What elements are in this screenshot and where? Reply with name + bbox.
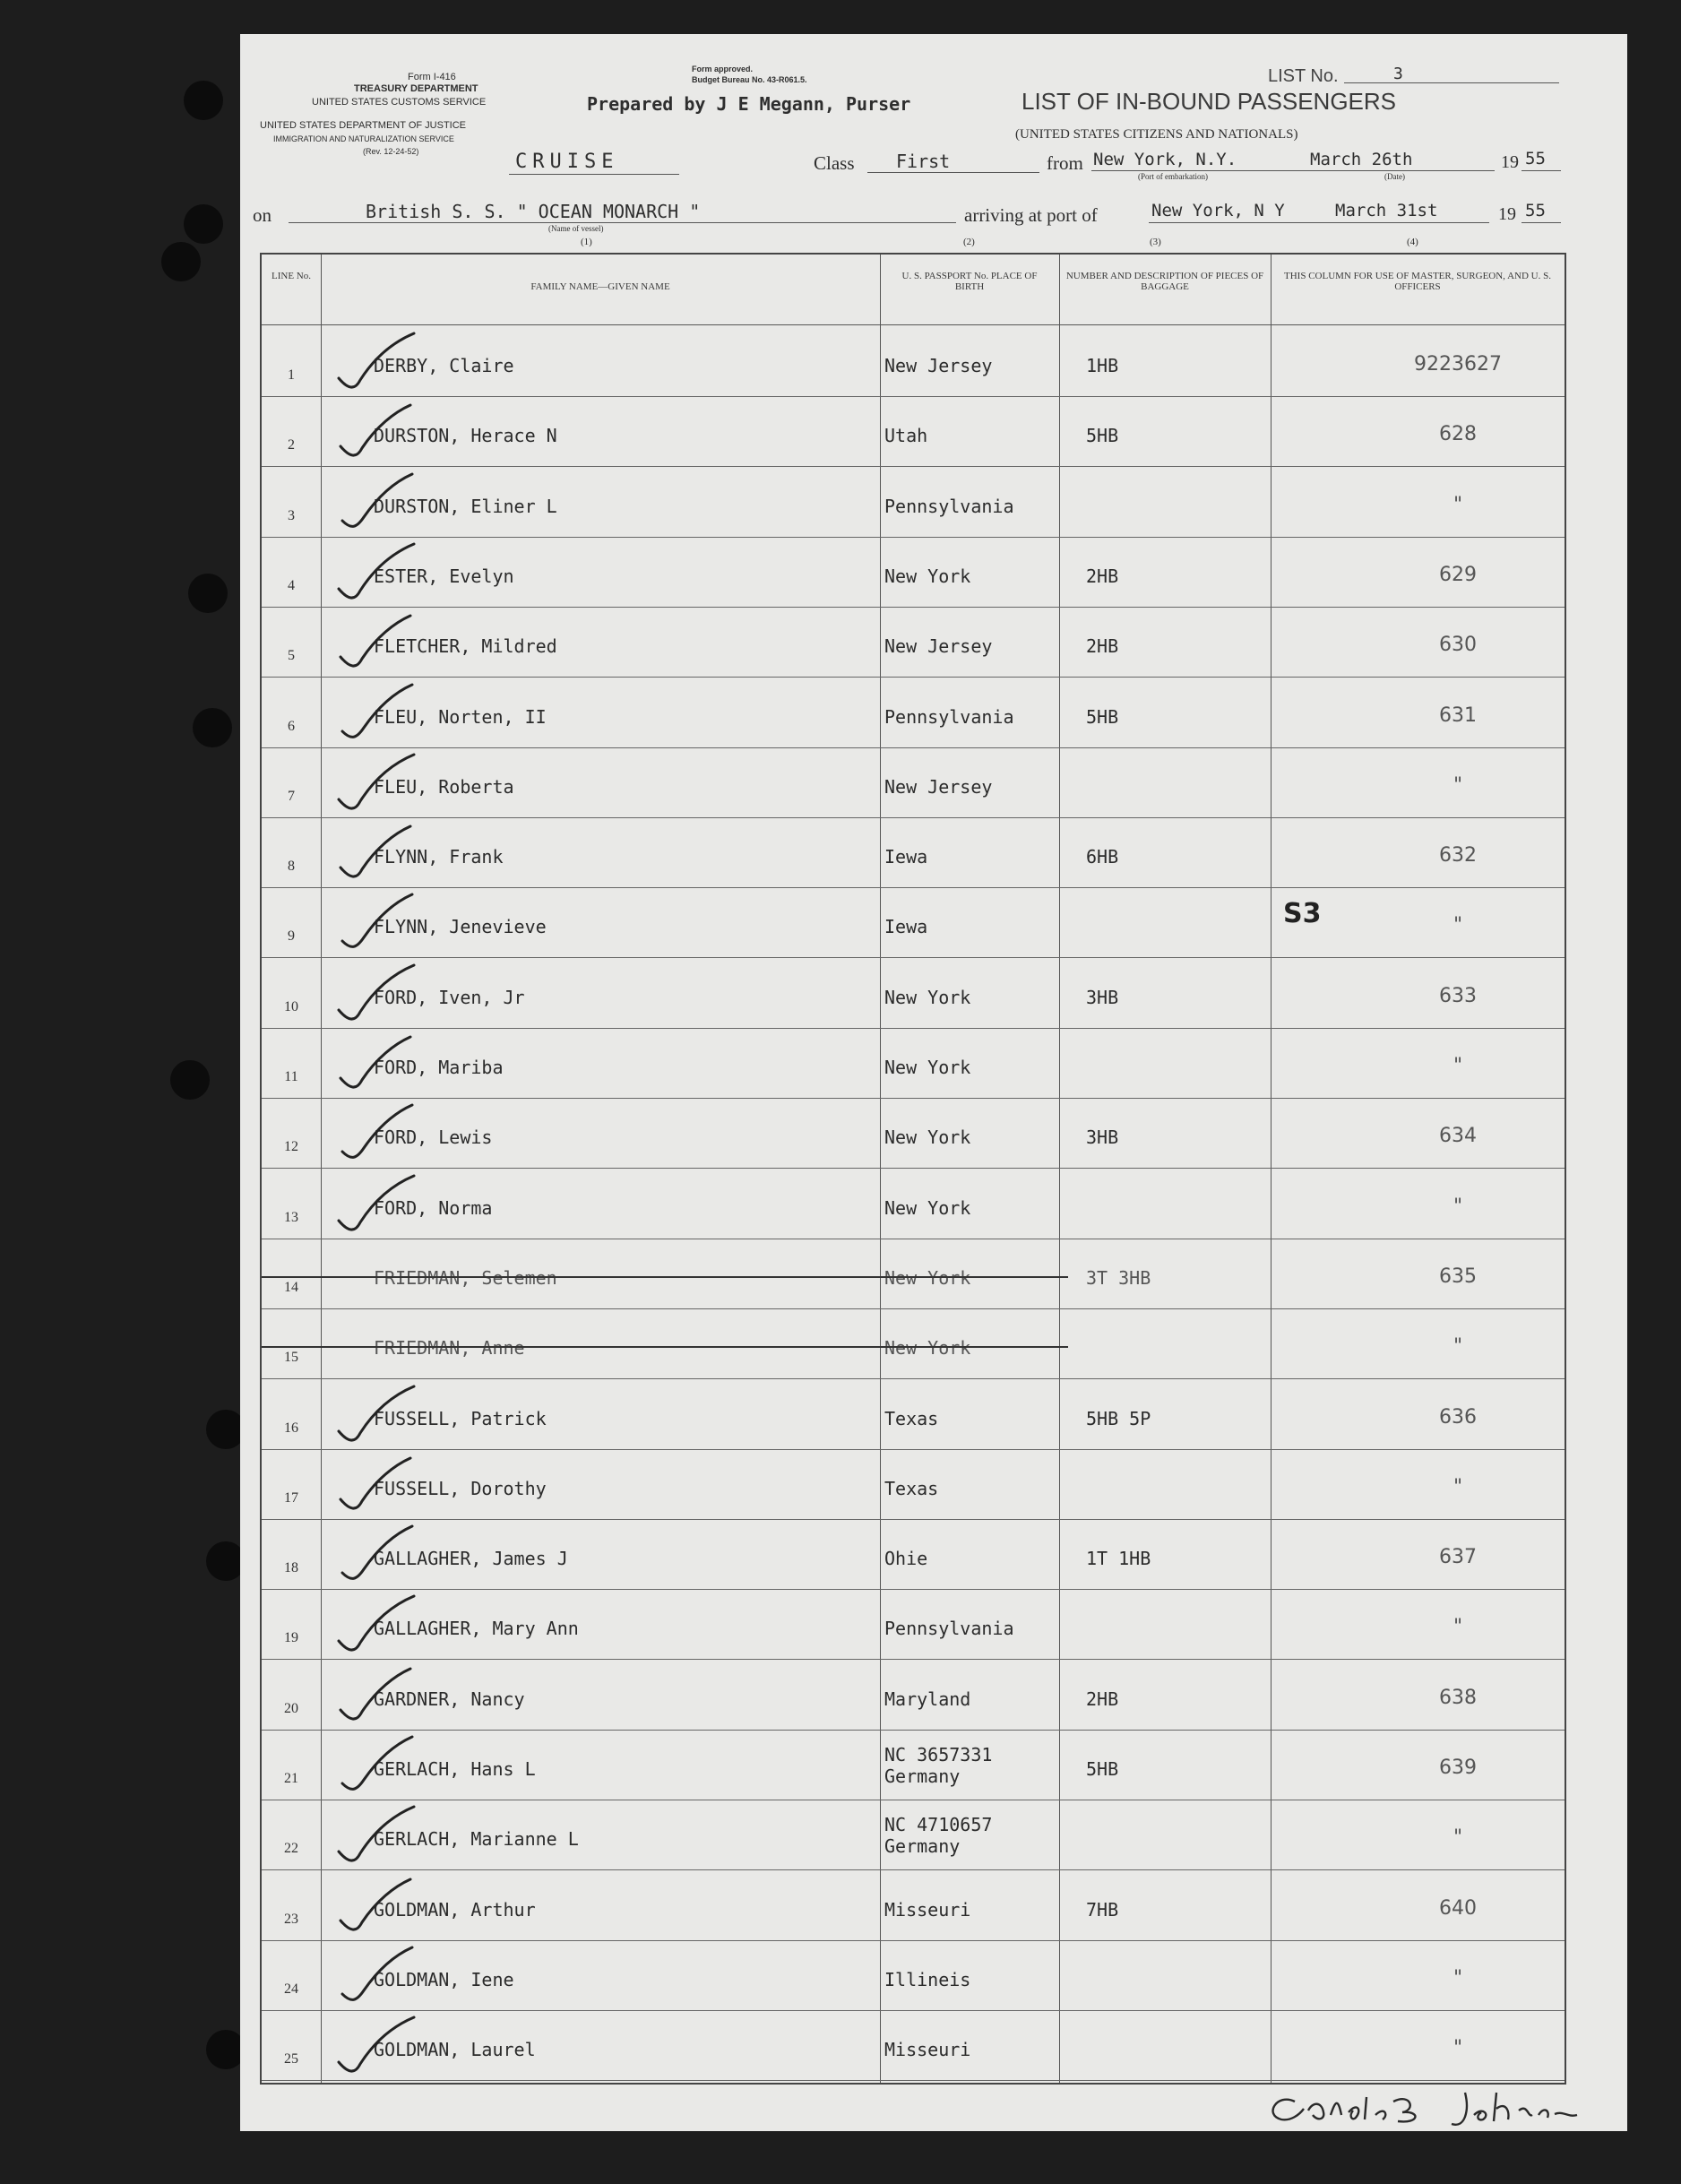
line-number: 10 xyxy=(284,998,298,1014)
arrival-date: March 31st xyxy=(1335,201,1438,220)
table-row xyxy=(262,2010,1565,2081)
table-row xyxy=(262,396,1565,467)
place-of-birth: Pennsylvania xyxy=(884,1618,1014,1640)
baggage: 5HB xyxy=(1086,705,1119,728)
officer-entry: 639 xyxy=(1439,1757,1477,1779)
check-mark-icon xyxy=(321,817,419,887)
line-number: 25 xyxy=(284,2051,298,2067)
check-mark-icon xyxy=(321,396,419,466)
place-of-birth: Germany xyxy=(884,1835,961,1858)
passenger-name: GOLDMAN, Laurel xyxy=(374,2039,536,2061)
passport-and-birthplace xyxy=(884,1814,992,1857)
class-label: Class xyxy=(814,152,855,174)
place-of-birth: Maryland xyxy=(884,1688,971,1710)
passenger-name: FLEU, Norten, II xyxy=(374,705,547,728)
baggage: 3T 3HB xyxy=(1086,1266,1151,1289)
officer-entry: " xyxy=(1453,773,1463,797)
passenger-name: FLYNN, Jenevieve xyxy=(374,916,547,938)
embarkation-port: New York, N.Y. xyxy=(1093,150,1237,169)
place-of-birth: Pennsylvania xyxy=(884,495,1014,517)
officer-entry: " xyxy=(1453,1195,1463,1218)
check-mark-icon xyxy=(321,1589,419,1659)
passenger-name: FORD, Iven, Jr xyxy=(374,986,525,1008)
column-header-baggage: NUMBER AND DESCRIPTION OF PIECES OF BAGGAGE xyxy=(1065,271,1264,292)
passenger-name: FLEU, Roberta xyxy=(374,775,514,798)
check-mark-icon xyxy=(321,1098,419,1168)
check-mark-icon xyxy=(321,467,419,537)
officer-entry: " xyxy=(1453,1616,1463,1639)
passenger-name: FORD, Lewis xyxy=(374,1127,493,1149)
baggage: 1HB xyxy=(1086,355,1119,376)
check-mark-icon xyxy=(321,1379,419,1449)
baggage: 3HB xyxy=(1086,986,1119,1008)
table-row xyxy=(262,1379,1565,1450)
check-mark-icon xyxy=(321,607,419,677)
baggage: 7HB xyxy=(1086,1898,1119,1921)
binder-hole xyxy=(184,81,223,120)
officer-entry: 634 xyxy=(1439,1125,1477,1148)
check-mark-icon xyxy=(321,1800,419,1869)
embarkation-date: March 26th xyxy=(1310,150,1413,169)
vessel-name: British S. S. " OCEAN MONARCH " xyxy=(366,201,701,222)
line-number: 24 xyxy=(284,1981,298,1997)
officer-entry: 633 xyxy=(1439,984,1477,1007)
table-row xyxy=(262,1239,1565,1309)
arrival-year-prefix: 19 xyxy=(1498,204,1516,224)
place-of-birth: New York xyxy=(884,986,971,1008)
officer-entry: " xyxy=(1453,1055,1463,1077)
inspector-signature xyxy=(1259,2075,1617,2146)
check-mark-icon xyxy=(321,1660,419,1730)
officer-entry: 638 xyxy=(1439,1686,1477,1709)
list-title: LIST OF IN-BOUND PASSENGERS xyxy=(1022,88,1397,115)
stray-stamp-mark: S3 xyxy=(1283,898,1322,929)
check-mark-icon xyxy=(321,747,419,817)
table-row xyxy=(262,467,1565,538)
line-number: 21 xyxy=(284,1771,298,1786)
line-number: 14 xyxy=(284,1279,298,1295)
officer-entry: " xyxy=(1453,2037,1463,2060)
passenger-name: DURSTON, Herace N xyxy=(374,425,557,447)
table-row xyxy=(262,1449,1565,1520)
class-value: First xyxy=(896,151,951,172)
caption-4: (4) xyxy=(1407,237,1418,247)
baggage: 1T 1HB xyxy=(1086,1548,1151,1570)
place-of-birth: Iewa xyxy=(884,846,928,868)
caption-3: (3) xyxy=(1150,237,1161,247)
place-of-birth: Illineis xyxy=(884,1968,971,1990)
line-number: 23 xyxy=(284,1911,298,1927)
table-row xyxy=(262,678,1565,748)
passenger-name: FLYNN, Frank xyxy=(374,846,504,868)
passenger-name: FORD, Norma xyxy=(374,1196,493,1219)
strikethrough-line xyxy=(262,1276,1068,1278)
baggage: 5HB xyxy=(1086,1758,1119,1780)
place-of-birth: New York xyxy=(884,1057,971,1078)
table-row xyxy=(262,1519,1565,1590)
table-row xyxy=(262,326,1565,397)
officer-entry: 640 xyxy=(1439,1896,1477,1920)
check-mark-icon xyxy=(321,537,419,607)
officer-entry: " xyxy=(1453,1966,1463,1990)
officer-entry: 636 xyxy=(1439,1405,1477,1429)
table-row xyxy=(262,607,1565,678)
baggage: 5HB 5P xyxy=(1086,1407,1151,1429)
check-mark-icon xyxy=(321,887,419,957)
line-number: 13 xyxy=(284,1209,298,1225)
column-header-line-no: LINE No. xyxy=(272,271,311,281)
line-number: 7 xyxy=(288,788,295,804)
line-number: 4 xyxy=(288,577,295,593)
table-row xyxy=(262,747,1565,818)
caption-2: (2) xyxy=(963,237,975,247)
list-subtitle: (UNITED STATES CITIZENS AND NATIONALS) xyxy=(1015,127,1298,142)
binder-hole xyxy=(184,204,223,244)
table-row xyxy=(262,1098,1565,1169)
passenger-name: GALLAGHER, James J xyxy=(374,1548,568,1570)
place-of-birth: Germany xyxy=(884,1765,961,1787)
officer-entry: 632 xyxy=(1439,844,1477,868)
table-row xyxy=(262,537,1565,608)
table-row xyxy=(262,1589,1565,1660)
from-year: 55 xyxy=(1525,149,1546,168)
table-row xyxy=(262,1870,1565,1941)
column-header-passport-birthplace: U. S. PASSPORT No. PLACE OF BIRTH xyxy=(901,271,1038,292)
list-number: 3 xyxy=(1393,65,1403,83)
line-number: 6 xyxy=(288,718,295,734)
check-mark-icon xyxy=(321,326,419,396)
binder-hole xyxy=(161,242,201,281)
line-number: 20 xyxy=(284,1700,298,1716)
check-mark-icon xyxy=(321,678,419,747)
place-of-birth: New York xyxy=(884,1196,971,1219)
on-label: on xyxy=(253,204,272,226)
passport-number: NC 3657331 xyxy=(884,1744,993,1765)
column-header-name: FAMILY NAME—GIVEN NAME xyxy=(530,281,670,292)
table-row xyxy=(262,817,1565,888)
caption-1: (1) xyxy=(581,237,592,247)
binder-hole xyxy=(193,708,232,747)
arrival-year: 55 xyxy=(1525,201,1546,220)
table-row xyxy=(262,958,1565,1029)
department: TREASURY DEPARTMENT xyxy=(354,83,478,94)
check-mark-icon xyxy=(321,1870,419,1940)
line-number: 11 xyxy=(284,1069,298,1084)
passenger-name: FLETCHER, Mildred xyxy=(374,635,557,658)
revision-date: (Rev. 12-24-52) xyxy=(363,147,419,156)
check-mark-icon xyxy=(321,1028,419,1098)
check-mark-icon xyxy=(321,2010,419,2080)
binder-hole xyxy=(170,1060,210,1100)
line-number: 1 xyxy=(288,367,295,383)
line-number: 19 xyxy=(284,1630,298,1646)
form-approved: Form approved. xyxy=(692,65,754,73)
arriving-label: arriving at port of xyxy=(964,204,1098,226)
arrival-port: New York, N Y xyxy=(1151,201,1285,220)
baggage: 2HB xyxy=(1086,565,1119,587)
baggage: 2HB xyxy=(1086,635,1119,658)
prepared-by: Prepared by J E Megann, Purser xyxy=(587,93,911,115)
list-number-label: LIST No. xyxy=(1268,66,1339,86)
passenger-name: FUSSELL, Patrick xyxy=(374,1407,547,1429)
place-of-birth: Texas xyxy=(884,1407,939,1429)
ins-service: IMMIGRATION AND NATURALIZATION SERVICE xyxy=(273,134,454,143)
place-of-birth: Iewa xyxy=(884,916,928,938)
baggage: 3HB xyxy=(1086,1127,1119,1149)
justice-department: UNITED STATES DEPARTMENT OF JUSTICE xyxy=(260,120,467,131)
embarkation-date-caption: (Date) xyxy=(1384,172,1405,181)
table-row xyxy=(262,1660,1565,1731)
place-of-birth: New York xyxy=(884,1337,971,1360)
place-of-birth: Texas xyxy=(884,1477,939,1499)
place-of-birth: Misseuri xyxy=(884,1898,971,1921)
form-id: Form I-416 xyxy=(408,72,456,82)
table-row xyxy=(262,887,1565,958)
strikethrough-line xyxy=(262,1346,1068,1348)
passport-and-birthplace xyxy=(884,1744,992,1787)
place-of-birth: New York xyxy=(884,1266,971,1289)
place-of-birth: Misseuri xyxy=(884,2039,971,2061)
passenger-name: FORD, Mariba xyxy=(374,1057,504,1078)
baggage: 2HB xyxy=(1086,1688,1119,1710)
passenger-name: GALLAGHER, Mary Ann xyxy=(374,1618,579,1640)
passenger-name: FUSSELL, Dorothy xyxy=(374,1477,547,1499)
column-header-officers-use: THIS COLUMN FOR USE OF MASTER, SURGEON, AND U. S. OFFICERS xyxy=(1284,271,1551,292)
line-number: 12 xyxy=(284,1139,298,1155)
line-number: 5 xyxy=(288,648,295,664)
from-year-prefix: 19 xyxy=(1501,152,1519,172)
place-of-birth: New York xyxy=(884,565,971,587)
line-number: 18 xyxy=(284,1560,298,1576)
officer-entry: " xyxy=(1453,914,1463,937)
officer-entry: 629 xyxy=(1439,563,1477,586)
baggage: 6HB xyxy=(1086,846,1119,868)
check-mark-icon xyxy=(321,1730,419,1800)
table-row xyxy=(262,1028,1565,1099)
officer-entry: 630 xyxy=(1439,634,1477,657)
check-mark-icon xyxy=(321,1169,419,1239)
passenger-name: GOLDMAN, Arthur xyxy=(374,1898,536,1921)
table-row xyxy=(262,1169,1565,1239)
passenger-name: GERLACH, Hans L xyxy=(374,1758,536,1780)
binder-hole xyxy=(188,574,228,613)
passenger-name: DURSTON, Eliner L xyxy=(374,495,557,517)
line-number: 17 xyxy=(284,1489,298,1506)
table-row xyxy=(262,1308,1565,1379)
table-row xyxy=(262,1730,1565,1800)
line-number: 22 xyxy=(284,1841,298,1857)
embarkation-port-caption: (Port of embarkation) xyxy=(1138,172,1208,181)
customs-service: UNITED STATES CUSTOMS SERVICE xyxy=(312,97,487,108)
officer-entry: " xyxy=(1453,493,1463,516)
vessel-name-caption: (Name of vessel) xyxy=(548,224,604,233)
place-of-birth: Pennsylvania xyxy=(884,705,1014,728)
check-mark-icon xyxy=(321,1940,419,2010)
passenger-name: GARDNER, Nancy xyxy=(374,1688,525,1710)
officer-entry: " xyxy=(1453,1826,1463,1850)
check-mark-icon xyxy=(321,1449,419,1519)
table-row xyxy=(262,1800,1565,1870)
passenger-name: ESTER, Evelyn xyxy=(374,565,514,587)
line-number: 15 xyxy=(284,1350,298,1366)
officer-entry: 635 xyxy=(1439,1265,1477,1288)
line-number: 3 xyxy=(288,507,295,523)
passenger-name: DERBY, Claire xyxy=(374,355,514,376)
check-mark-icon xyxy=(321,958,419,1028)
place-of-birth: Utah xyxy=(884,425,928,447)
check-mark-icon xyxy=(321,1519,419,1589)
place-of-birth: New York xyxy=(884,1127,971,1149)
cruise-label: CRUISE xyxy=(515,151,619,173)
budget-bureau: Budget Bureau No. 43-R061.5. xyxy=(692,75,807,84)
officer-entry: 628 xyxy=(1439,423,1477,446)
officer-entry: " xyxy=(1453,1475,1463,1498)
officer-entry: 9223627 xyxy=(1414,353,1502,376)
line-number: 16 xyxy=(284,1420,298,1436)
baggage: 5HB xyxy=(1086,425,1119,447)
officer-entry: 637 xyxy=(1439,1546,1477,1569)
from-label: from xyxy=(1047,152,1083,174)
passenger-name: FRIEDMAN, Anne xyxy=(374,1337,525,1360)
officer-entry: " xyxy=(1453,1335,1463,1359)
passenger-name: GERLACH, Marianne L xyxy=(374,1828,579,1851)
passenger-table xyxy=(260,253,1566,2085)
passenger-name: GOLDMAN, Iene xyxy=(374,1968,514,1990)
line-number: 2 xyxy=(288,437,295,453)
passenger-name: FRIEDMAN, Selemen xyxy=(374,1266,557,1289)
line-number: 8 xyxy=(288,859,295,875)
table-row xyxy=(262,1940,1565,2011)
place-of-birth: New Jersey xyxy=(884,355,993,376)
place-of-birth: Ohie xyxy=(884,1548,928,1570)
place-of-birth: New Jersey xyxy=(884,635,993,658)
place-of-birth: New Jersey xyxy=(884,775,993,798)
officer-entry: 631 xyxy=(1439,704,1477,727)
passport-number: NC 4710657 xyxy=(884,1814,993,1836)
line-number: 9 xyxy=(288,928,295,945)
